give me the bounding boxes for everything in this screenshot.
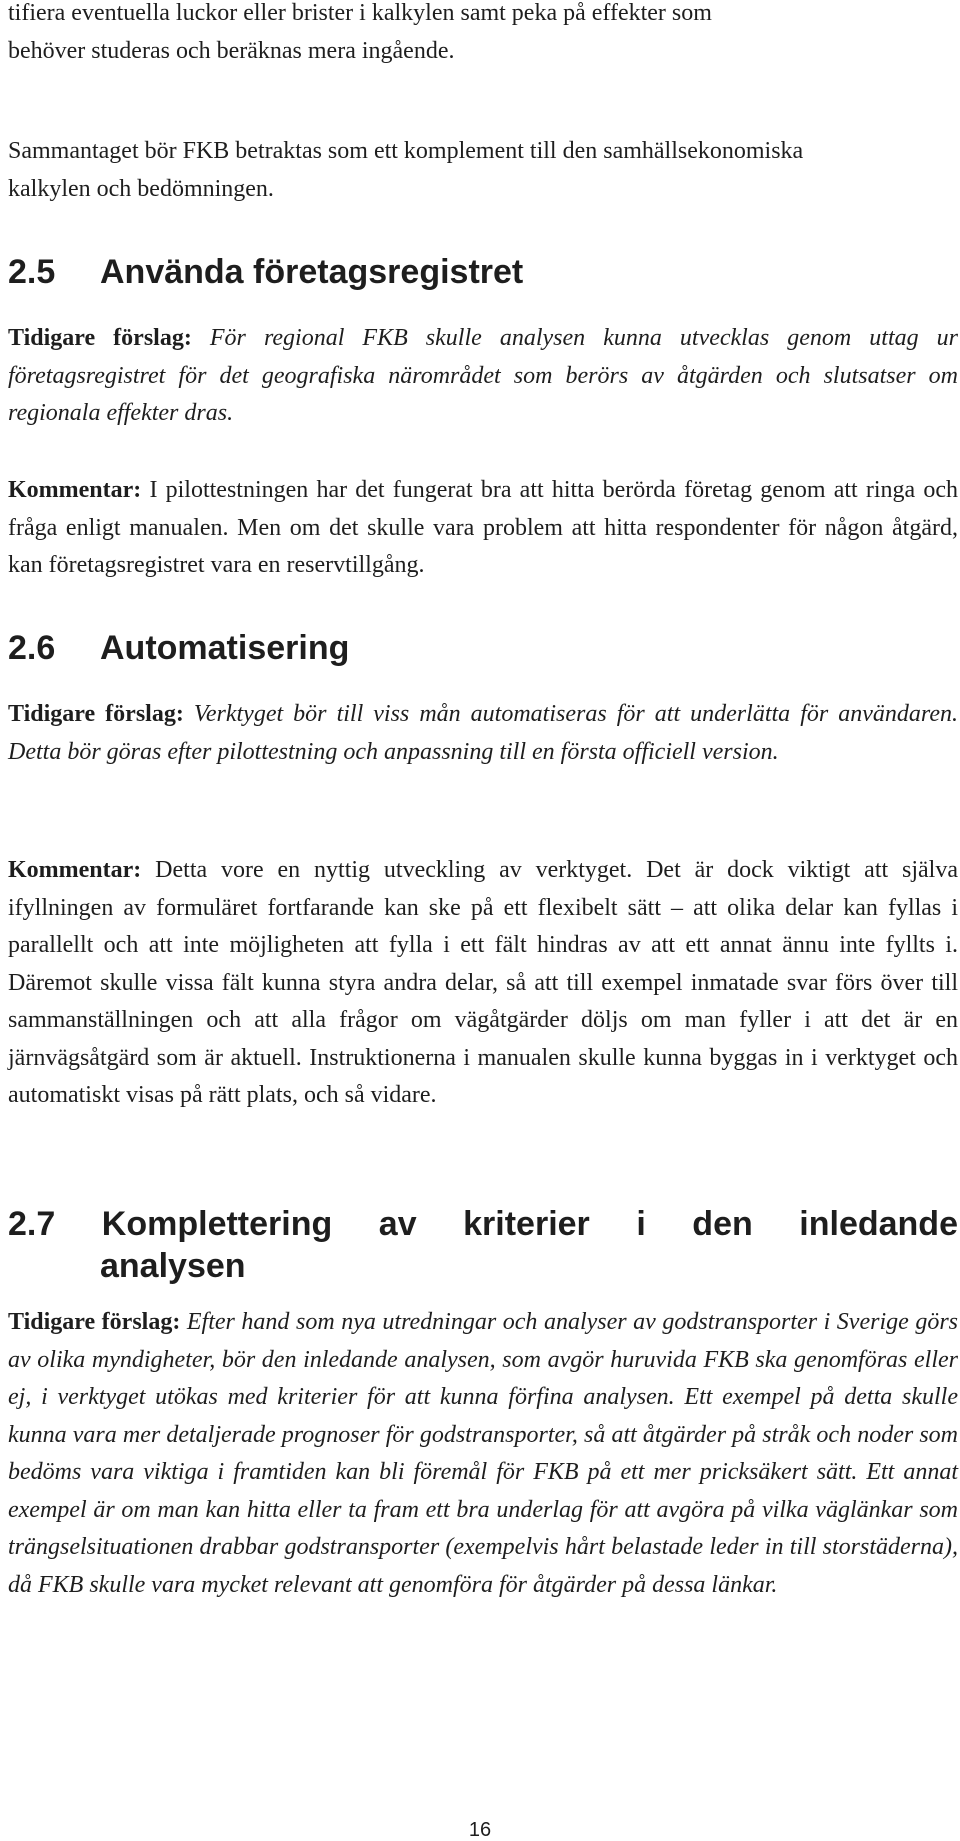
section-title: Automatisering [100,629,350,667]
proposal-text: Verktyget bör till viss mån automatiseras för att underlätta för användaren. Detta bör göras efter pilottestning och anpassning till en första officiell version. [8,701,958,765]
intro-line: Sammantaget bör FKB betraktas som ett komplement till den samhällsekonomiska [8,138,804,164]
proposal-text: För regional FKB skulle analysen kunna utvecklas genom uttag ur företagsregistret för det geografiska närområdet som berörs av åtgärden och slutsatser om regionala effekter dras. [8,325,959,426]
section-number: 2.5 [8,253,56,291]
proposal-text: Efter hand som nya utredningar och analyser av godstransporter i Sverige görs av olika myndigheter, bör den inledande analysen, som avgör huruvida FKB ska genomföras eller ej, i verktyget utökas med kriterier för att kunna förfina analysen. Ett exempel på detta skulle kunna vara mer detaljerade prognoser för godstransporter, så att åtgärder på stråk och noder som bedöms vara viktiga i framtiden kan bli föremål för FKB på ett mer pricksäkert sätt. Ett annat exempel är om man kan hitta eller ta fram ett bra underlag för att avgöra på vilka väglänkar som trängselsituationen drabbar godstransporter (exempelvis hårt belastade leder in till storstäderna), då FKB skulle vara mycket relevant att genomföra för åtgärder på dessa länkar. [8,1309,959,1598]
section-heading-2-7 [8,1203,958,1287]
comment-text: I pilottestningen har det fungerat bra att hitta berörda företag genom att ringa och fråga enligt manualen. Men om det skulle vara problem att hitta respondenter för någon åtgärd, kan företagsregistret vara en reservtillgång. [8,477,959,578]
proposal-label: Tidigare förslag: [8,325,192,351]
proposal-label: Tidigare förslag: [8,1309,181,1335]
section-heading-2-5 [8,253,523,292]
proposal-paragraph-2-6 [8,696,958,771]
page-number: 16 [468,1819,492,1841]
heading-word: av [378,1205,417,1243]
comment-paragraph-2-5 [8,472,958,585]
comment-text: Detta vore en nyttig utveckling av verktyget. Det är dock viktigt att själva ifyllningen av formuläret fortfarande kan ske på ett flexibelt sätt – att olika delar kan fyllas i parallellt och att inte möjligheten att fylla i ett fält hindras av att ett annat ännu inte fyllts i. Däremot skulle vissa fält kunna styra andra delar, så att till exempel inmatade svar förs över till sammanställningen och att alla frågor om vägåtgärder döljs om man fyller i att det är en järnvägsåtgärd som är aktuell. Instruktionerna i manualen skulle kunna byggas in i verktyget och automatiskt visas på rätt plats, och så vidare. [8,857,958,1108]
heading-word: inledande [799,1205,958,1243]
heading-line-2: analysen [100,1247,246,1285]
heading-word: Komplettering [101,1205,333,1243]
intro-line: behöver studeras och beräknas mera ingående. [8,37,455,64]
proposal-paragraph-2-5 [8,320,958,433]
section-number: 2.7 [8,1205,56,1243]
intro-paragraph-2 [8,133,958,208]
comment-label: Kommentar: [8,857,142,883]
intro-line: tifiera eventuella luckor eller brister i kalkylen samt peka på effekter som [8,0,712,26]
heading-word: i [636,1205,646,1243]
heading-word: den [692,1205,753,1243]
comment-label: Kommentar: [8,477,142,503]
heading-line-1 [8,1203,958,1245]
section-title: Använda företagsregistret [100,253,524,291]
comment-paragraph-2-6 [8,852,958,1115]
section-heading-2-6 [8,629,349,668]
proposal-paragraph-2-7 [8,1304,958,1604]
intro-line: kalkylen och bedömningen. [8,175,274,202]
proposal-label: Tidigare förslag: [8,701,184,727]
heading-word: kriterier [463,1205,590,1243]
intro-paragraph-1 [8,0,958,70]
section-number: 2.6 [8,629,56,667]
